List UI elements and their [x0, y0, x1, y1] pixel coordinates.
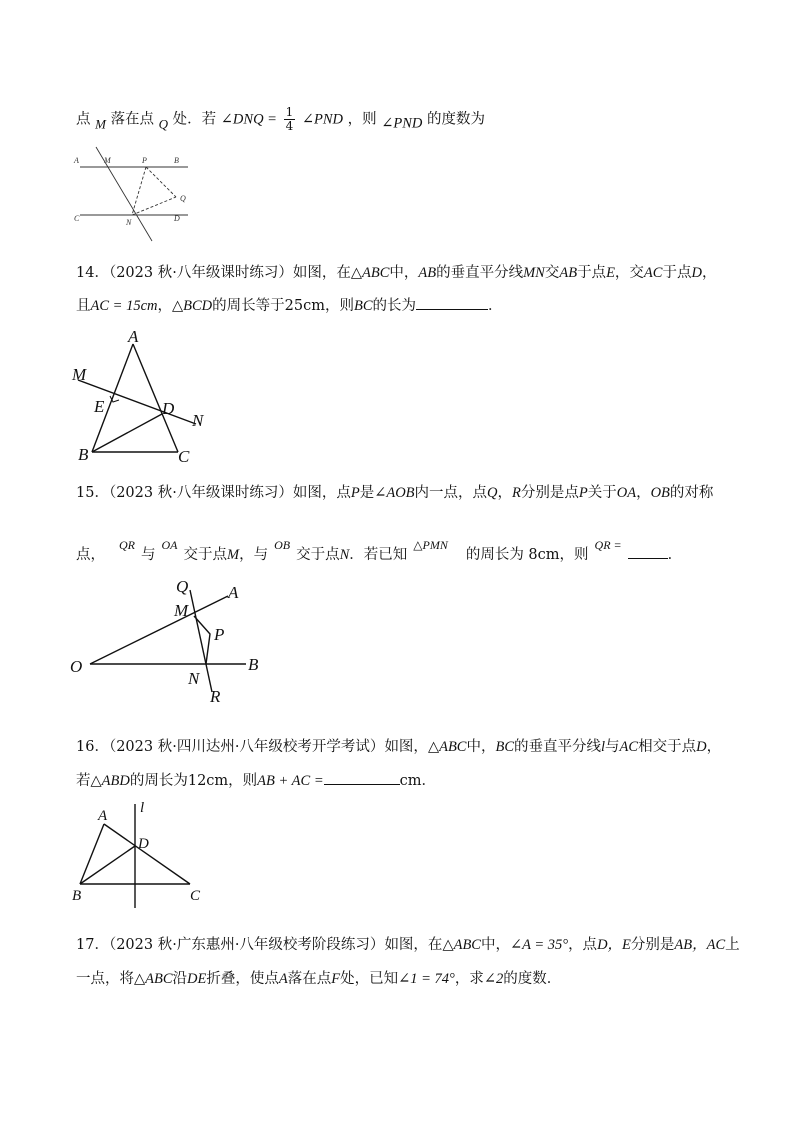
math: R — [512, 485, 521, 501]
label-A: A — [228, 583, 239, 602]
text: 沿 — [172, 971, 188, 987]
text: 分别是点 — [520, 485, 579, 501]
math: M — [227, 547, 240, 563]
text: 处．若 — [172, 111, 217, 128]
fraction — [284, 106, 296, 133]
q16-line-2 — [76, 770, 436, 792]
text: ，交 — [614, 265, 644, 281]
math: △PMN — [413, 538, 448, 552]
math: OB — [274, 538, 291, 552]
label-C: C — [74, 214, 80, 223]
label-B: B — [78, 445, 89, 464]
label-N: N — [188, 669, 200, 688]
label-Q: Q — [176, 577, 189, 596]
var: M — [95, 116, 106, 132]
text: ， — [157, 298, 172, 314]
math: AB + AC = — [257, 773, 324, 789]
label-l: l — [140, 800, 145, 816]
q17-line-2 — [76, 968, 561, 990]
q13-figure — [70, 145, 200, 245]
text: 中， — [389, 265, 419, 281]
text: 中， — [480, 937, 510, 953]
label-R: R — [210, 687, 221, 706]
text: 的垂直平分线 — [514, 739, 602, 755]
math: DE — [187, 971, 207, 987]
text: ，与 — [239, 547, 269, 563]
text: 关于 — [587, 485, 617, 501]
text: 中， — [466, 739, 496, 755]
math: A — [278, 971, 288, 987]
math: Q — [487, 485, 498, 501]
text: 的周长为 8cm，则 — [465, 547, 589, 563]
math: AB — [559, 265, 578, 281]
math: QR = — [594, 538, 622, 552]
text: 处，已知 — [340, 971, 399, 987]
math: ∠PND — [381, 115, 423, 132]
math: E — [606, 265, 615, 281]
math: ∠2 — [483, 971, 504, 987]
text: 的周长等于 — [212, 298, 285, 314]
label-A: A — [128, 327, 139, 346]
math: OA — [616, 485, 637, 501]
text: 于点 — [662, 265, 692, 281]
text: 如图， — [384, 739, 428, 755]
text: 于点 — [577, 265, 607, 281]
math: MN — [523, 265, 545, 281]
math: △ABC — [134, 971, 173, 987]
text: 点 — [76, 111, 91, 128]
text: 一点，将 — [76, 971, 134, 987]
math: AB，AC — [674, 937, 726, 953]
question-source: （2023 秋·八年级课时练习） — [108, 265, 293, 281]
label-A: A — [98, 808, 108, 824]
answer-blank[interactable] — [416, 295, 488, 310]
text: 的度数为 — [426, 111, 485, 128]
math: BC — [353, 298, 373, 314]
text: ， — [706, 739, 722, 755]
label-O: O — [70, 657, 83, 676]
q14-figure — [70, 328, 220, 468]
math: 12cm — [187, 773, 229, 789]
math: AC — [643, 265, 663, 281]
question-number: 16． — [76, 739, 109, 755]
math: ∠PND — [301, 111, 343, 128]
math: OA — [161, 538, 178, 552]
label-P: P — [214, 625, 225, 644]
math: QR — [119, 538, 135, 552]
math: △BCD — [171, 298, 213, 314]
text: ． — [421, 773, 436, 789]
text: 是 — [359, 485, 375, 501]
text: ． — [488, 298, 503, 314]
question-source: （2023 秋·广东惠州·八年级校考阶段练习） — [108, 937, 385, 953]
text: 的垂直平分线 — [436, 265, 524, 281]
math: l — [601, 739, 606, 755]
label-C: C — [178, 447, 190, 466]
label-B: B — [248, 655, 259, 674]
math: D — [691, 265, 702, 281]
text: 的周长为 — [129, 773, 188, 789]
q14-line-1 — [76, 262, 716, 284]
q14-line-2 — [76, 295, 503, 317]
q16-figure — [70, 800, 220, 915]
text: 与 — [141, 547, 156, 563]
math: N — [339, 547, 350, 563]
math: △ABD — [90, 773, 130, 789]
label-M: M — [104, 156, 111, 165]
label-A: A — [74, 156, 79, 165]
label-N: N — [192, 411, 204, 430]
math: △ABC — [427, 739, 467, 755]
label-B: B — [174, 156, 179, 165]
label-C: C — [190, 888, 201, 904]
question-source: （2023 秋·八年级课时练习） — [108, 485, 293, 501]
label-P: P — [142, 156, 147, 165]
label-N: N — [126, 218, 132, 227]
label-E: E — [94, 397, 105, 416]
text: cm — [399, 773, 422, 789]
question-number: 17． — [76, 937, 109, 953]
label-B: B — [72, 888, 82, 904]
math: AC = 15cm — [90, 298, 158, 314]
math: D，E — [597, 937, 631, 953]
text: ， — [701, 265, 717, 281]
text: ，求 — [454, 971, 484, 987]
text: 若 — [76, 773, 91, 789]
q15-line-2 — [76, 534, 682, 566]
question-number: 15． — [76, 485, 109, 501]
text: 如图，在 — [384, 937, 443, 953]
answer-blank[interactable] — [324, 770, 400, 785]
math: AC — [619, 739, 639, 755]
label-D: D — [174, 214, 180, 223]
text: ，则 — [228, 773, 258, 789]
text: 交于点 — [183, 547, 227, 563]
label-D: D — [138, 836, 149, 852]
math: P — [578, 485, 588, 501]
math: ∠DNQ = — [220, 111, 277, 128]
text: ，则 — [347, 111, 377, 128]
text: 上 — [725, 937, 740, 953]
label-M: M — [72, 365, 87, 384]
text: 的长为 — [372, 298, 416, 314]
text: 折叠，使点 — [206, 971, 279, 987]
text: ，则 — [324, 298, 354, 314]
frac-num: 1 — [285, 105, 294, 119]
text: ．若已知 — [349, 547, 408, 563]
math: △ABC — [350, 265, 390, 281]
q15-figure — [70, 574, 270, 704]
math: F — [331, 971, 341, 987]
label-M: M — [174, 601, 189, 620]
math: P — [350, 485, 360, 501]
q17-line-1 — [76, 934, 740, 956]
text: 的度数． — [503, 971, 562, 987]
question-source: （2023 秋·四川达州·八年级校考开学考试） — [108, 739, 385, 755]
q15-line-1 — [76, 482, 713, 504]
text: 与 — [605, 739, 620, 755]
math: ∠1 = 74° — [398, 971, 455, 987]
math: △ABC — [442, 937, 481, 953]
label-D: D — [162, 399, 175, 418]
math: ∠AOB — [374, 485, 415, 501]
text: 如图，点 — [292, 485, 351, 501]
text: 分别是 — [630, 937, 675, 953]
text: 交 — [544, 265, 560, 281]
text: 内一点，点 — [414, 485, 488, 501]
math: D — [696, 739, 707, 755]
question-number: 14． — [76, 265, 109, 281]
math: AB — [418, 265, 437, 281]
math: 25cm — [284, 298, 325, 314]
text: 且 — [76, 298, 91, 314]
text: 的对称 — [669, 485, 714, 501]
var: Q — [158, 116, 169, 132]
text: ，点 — [568, 937, 598, 953]
q16-line-1 — [76, 736, 721, 758]
math: BC — [495, 739, 515, 755]
text: 落在点 — [287, 971, 332, 987]
q13-line — [76, 106, 485, 136]
text: 交于点 — [296, 547, 340, 563]
frac-den: 4 — [285, 119, 294, 133]
text: 点， — [76, 547, 105, 563]
text: ， — [636, 485, 651, 501]
math: OB — [650, 485, 670, 501]
math: ∠A = 35° — [509, 937, 569, 953]
label-Q: Q — [180, 194, 186, 203]
answer-blank[interactable] — [628, 544, 668, 559]
text: 相交于点 — [638, 739, 697, 755]
text: ， — [497, 485, 513, 501]
text: ． — [667, 547, 683, 563]
text: 如图，在 — [292, 265, 351, 281]
text: 落在点 — [110, 111, 155, 128]
